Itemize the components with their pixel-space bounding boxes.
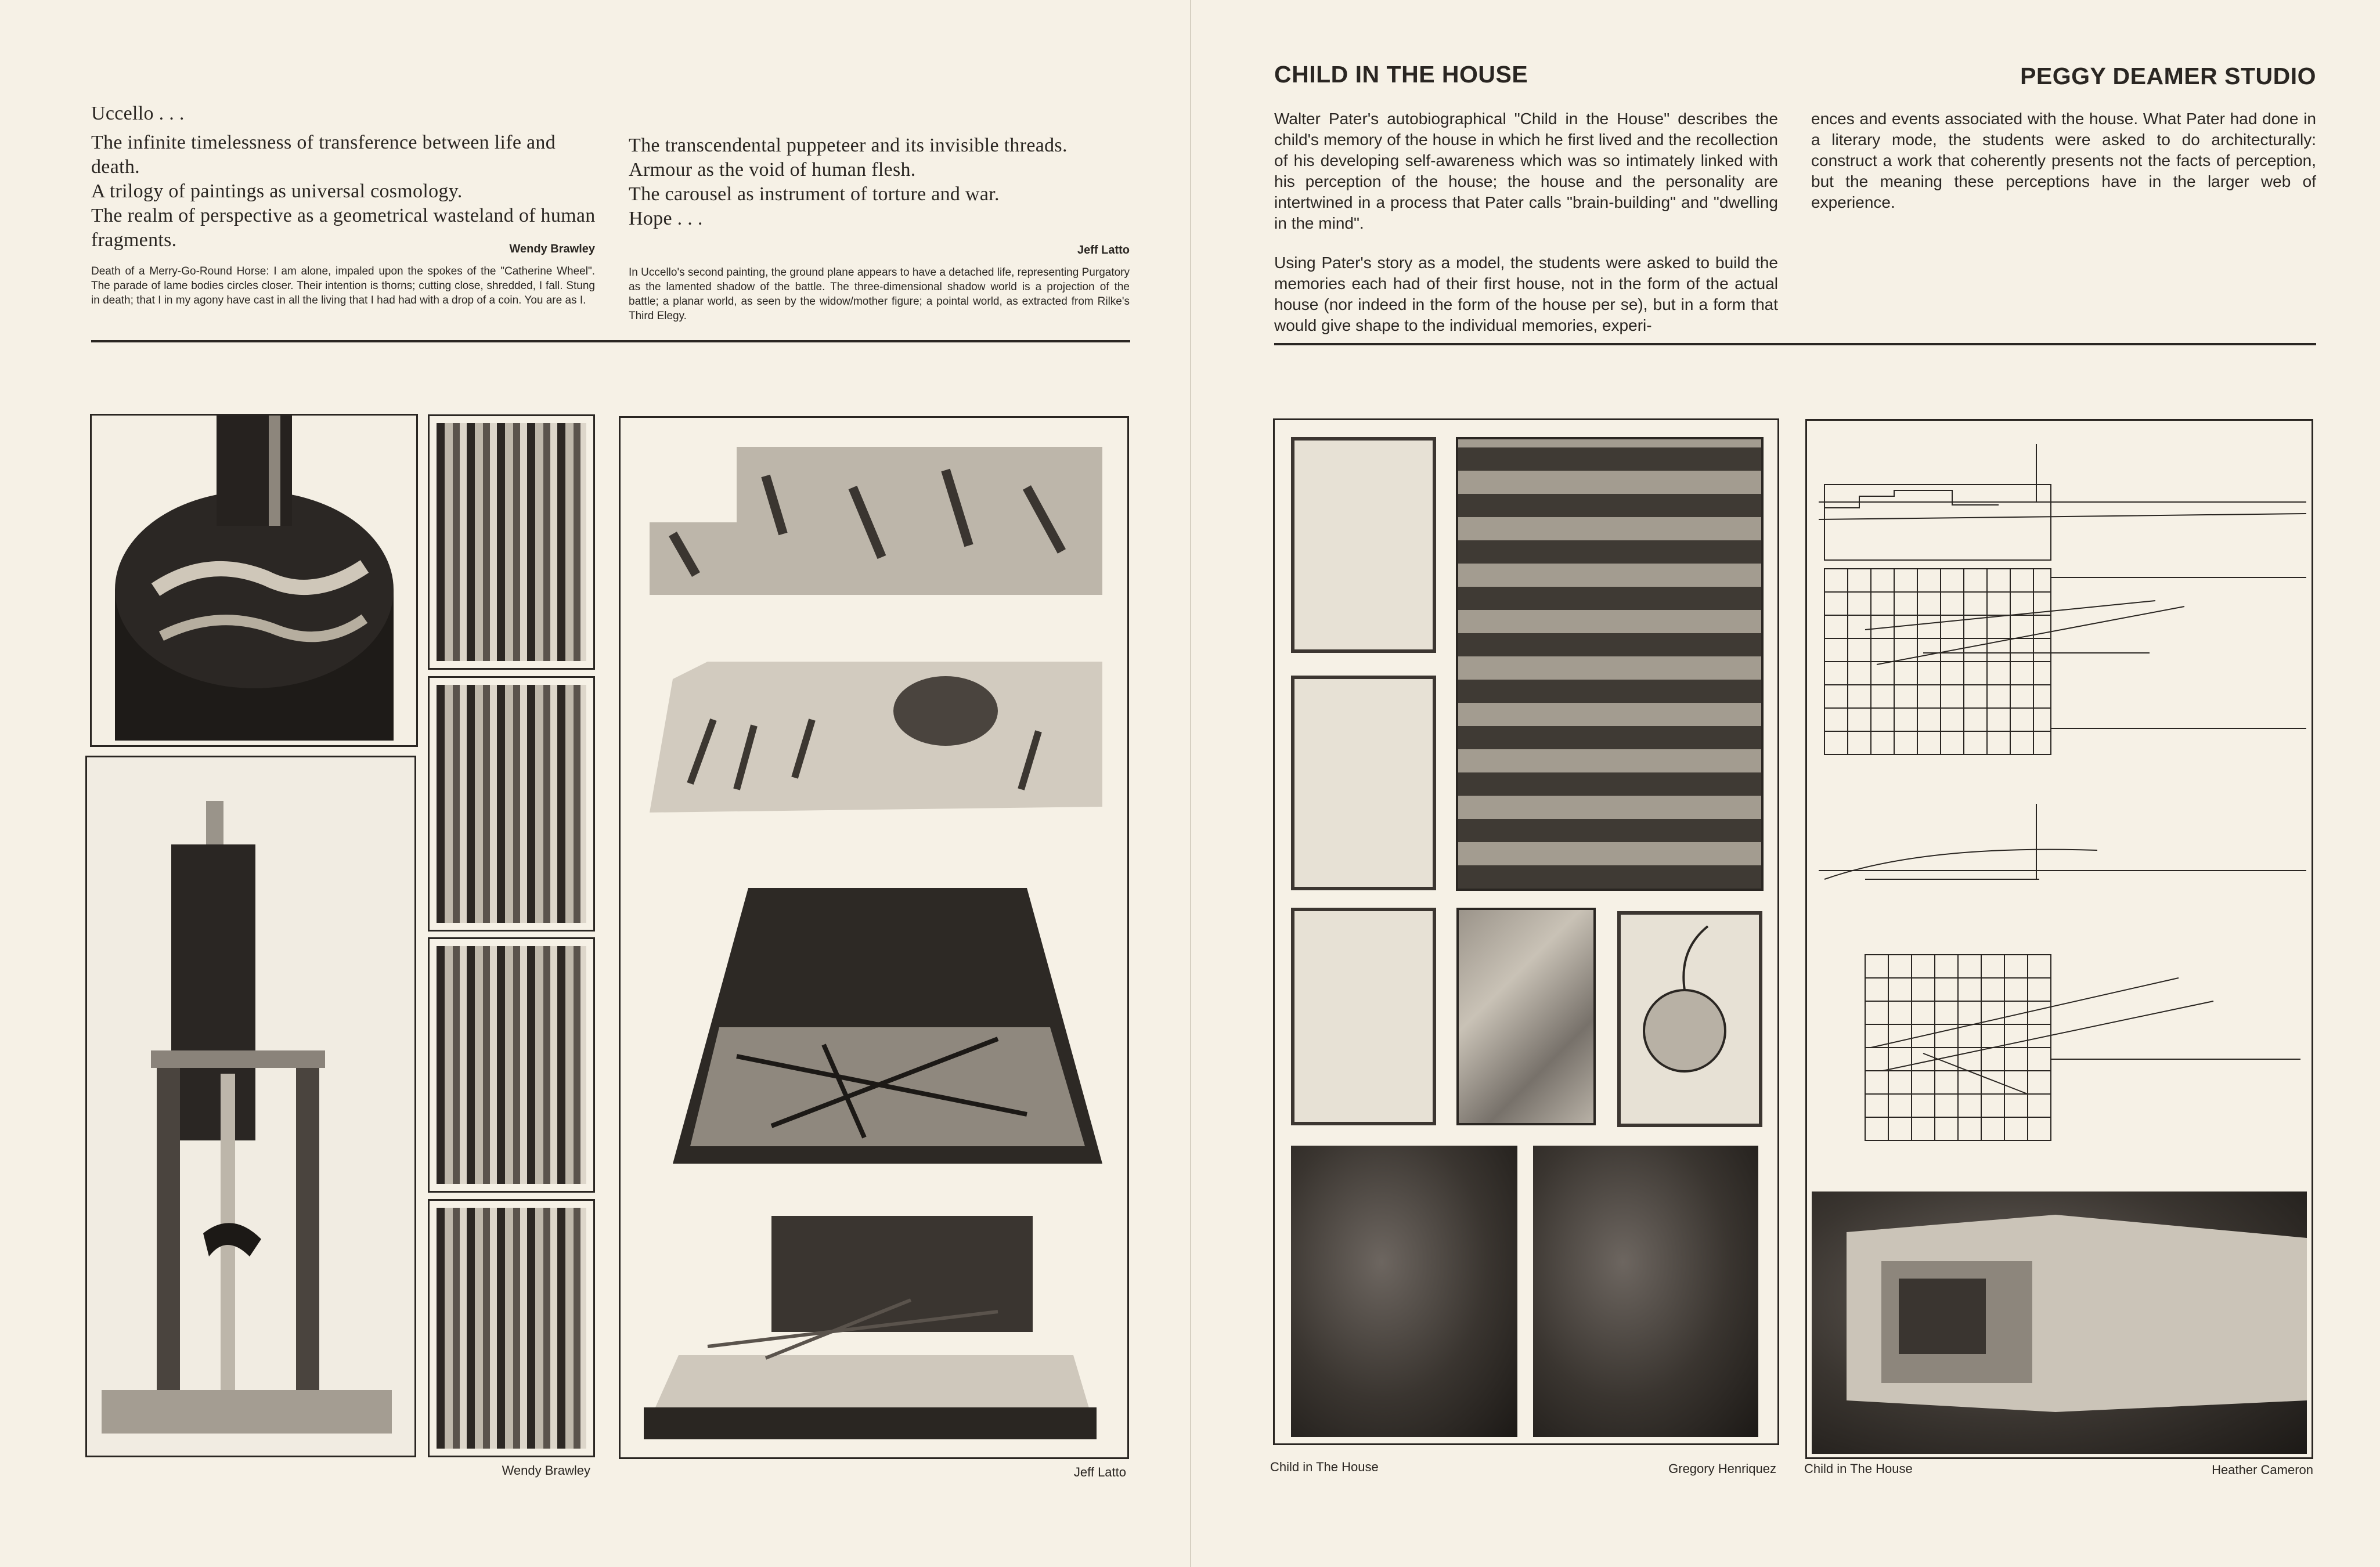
film-strip-2-frame (428, 676, 595, 931)
studio-title: PEGGY DEAMER STUDIO (2020, 63, 2316, 89)
sketch-stair-1 (1291, 437, 1436, 653)
sketch-lines (1456, 908, 1596, 1125)
tower-model-photo (87, 757, 414, 1456)
intro-line: The carousel as instrument of torture and war. (629, 183, 1000, 205)
intro-line: A trilogy of paintings as universal cosmology. (91, 180, 463, 202)
caption-jeff-latto: Jeff Latto (1073, 1465, 1126, 1479)
intro-line: The infinite timelessness of transference between life and death. (91, 132, 556, 178)
caption-gregory-henriquez: Gregory Henriquez (1668, 1461, 1776, 1476)
sketch-house-plan (1456, 437, 1764, 891)
paragraph-1: Walter Pater's autobiographical "Child in the House" describes the child's memory of the house in which he first lived and the recollection of his developing self-awareness which was so intimately linked with his perception of the house; the house and the personality are intertwined in a process that Pater calls "brain-building" and "dwelling in the mind". (1274, 110, 1778, 232)
jeff-latto-models (621, 418, 1127, 1457)
caption-heather-cameron: Heather Cameron (2212, 1463, 2313, 1477)
intro-line: Hope . . . (629, 208, 703, 229)
carousel-photo-frame (90, 414, 418, 747)
intro-line: Armour as the void of human flesh. (629, 159, 916, 180)
right-divider-rule (1274, 343, 2316, 345)
article-title: CHILD IN THE HOUSE (1274, 61, 1528, 88)
intro-line: The realm of perspective as a geometrical wasteland of human fragments. (91, 205, 596, 251)
intro-column-2 (629, 133, 1139, 231)
left-divider-rule (91, 340, 1130, 342)
author-jeff-latto: Jeff Latto (1077, 244, 1130, 257)
caption-child-left: Child in The House (1270, 1460, 1379, 1474)
intro-line: The transcendental puppeteer and its invisible threads. (629, 135, 1068, 156)
sketch-arches (1291, 908, 1436, 1125)
paragraph-2: Using Pater's story as a model, the students were asked to build the memories each had of their first house, not in the form of the actual house (nor indeed in the form of the house per se), but in a form that would give shape to the individual memories, experi- (1274, 254, 1778, 334)
gregory-henriquez-panel (1273, 418, 1779, 1445)
intro-column-1 (91, 131, 596, 252)
film-strip-4 (437, 1208, 586, 1449)
film-strip-4-frame (428, 1199, 595, 1457)
page-fold (1190, 0, 1191, 1567)
film-strip-1-frame (428, 414, 595, 670)
note-jeff-latto: In Uccello's second painting, the ground plane appears to have a detached life, representing Purgatory as the lamented shadow of the battle. The three-dimensional shadow world is a projection of the battle; a planar world, as seen by the widow/mother figure; a pointal world, as extracted from Rilke's Third Elegy. (629, 266, 1130, 322)
caption-child-right: Child in The House (1804, 1461, 1913, 1476)
heather-cameron-panel (1805, 419, 2313, 1459)
film-strip-2 (437, 685, 586, 923)
architectural-drawings (1807, 421, 2312, 1193)
caption-wendy-brawley: Wendy Brawley (502, 1463, 590, 1478)
sketch-cherry (1617, 911, 1762, 1127)
film-strip-1 (437, 423, 586, 661)
author-wendy-brawley: Wendy Brawley (509, 243, 595, 255)
note-wendy-brawley: Death of a Merry-Go-Round Horse: I am alone, impaled upon the spokes of the "Catherine Wheel". The parade of lame bodies circles closer. Their intention is thorns; cutting close, shredded, I fall. Stung in death; that I in my agony have cast in all the living that I had had with a drop of a coin. You are as I. (91, 265, 595, 306)
paragraph-3: ences and events associated with the house. What Pater had done in a literary mode, the students were asked to do architecturally: construct a work that coherently presents not the facts of perception, but the meaning these perceptions have in the larger web of experience. (1811, 110, 2316, 211)
photo-model-3 (1812, 1192, 2307, 1454)
photo-model-1 (1291, 1146, 1517, 1437)
film-strip-3 (437, 946, 586, 1184)
sketch-stair-2 (1291, 676, 1436, 890)
carousel-photo (92, 416, 416, 745)
film-strip-3-frame (428, 937, 595, 1193)
jeff-latto-panel (619, 416, 1129, 1459)
photo-model-2 (1533, 1146, 1758, 1437)
tower-photo-frame (85, 756, 416, 1457)
intro-title: Uccello . . . (91, 103, 185, 124)
